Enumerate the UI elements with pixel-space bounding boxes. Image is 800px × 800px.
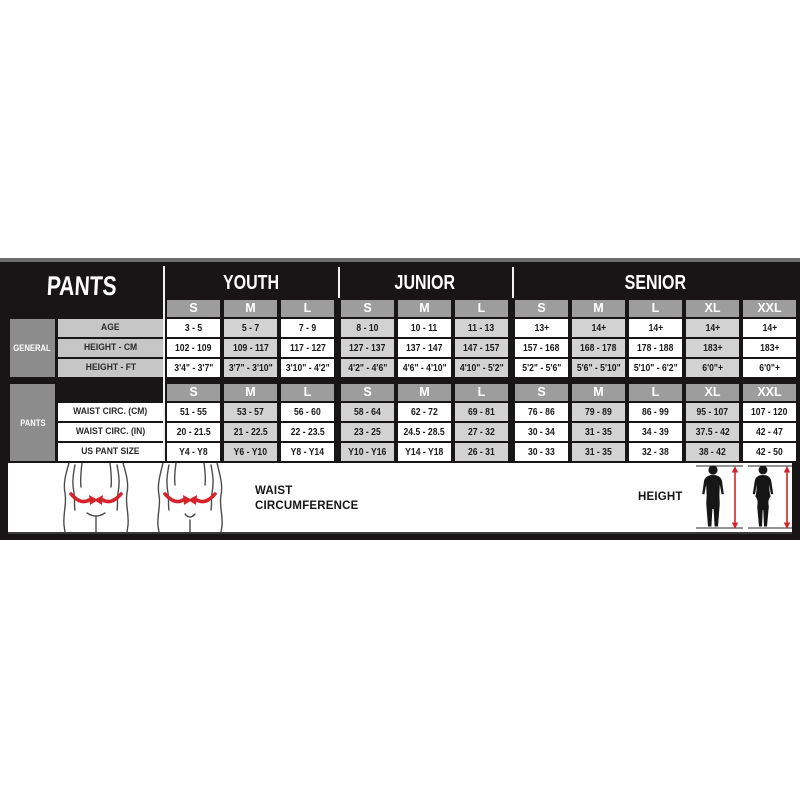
chart-title [0,273,163,300]
table-cell: 76 - 86 [515,403,568,421]
table-cell: 102 - 109 [167,339,220,357]
table-cell: 4'2" - 4'6" [341,359,394,377]
table-cell: 30 - 33 [515,443,568,461]
male-silhouette-icon [702,465,724,526]
table-cell: 107 - 120 [743,403,796,421]
table-cell: 30 - 34 [515,423,568,441]
table-cell: 51 - 55 [167,403,220,421]
size-header-s: S [515,300,568,317]
size-header-l: L [281,300,334,317]
table-cell: 13+ [515,319,568,337]
height-arrow-male-icon [732,466,738,529]
table-cell: 34 - 39 [629,423,682,441]
section-label-pants: PANTS [10,384,55,461]
table-cell: Y6 - Y10 [224,443,277,461]
waist-arrows-icon [71,494,215,505]
table-cell: Y8 - Y14 [281,443,334,461]
label-column-divider [163,266,165,461]
table-cell: Y10 - Y16 [341,443,394,461]
size-header-xxl: XXL [743,384,796,401]
table-cell: 3'10" - 4'2" [281,359,334,377]
table-cell: 37.5 - 42 [686,423,739,441]
table-cell: 6'0"+ [686,359,739,377]
youth-junior-divider [338,267,340,298]
size-header-m: M [224,300,277,317]
table-cell: 58 - 64 [341,403,394,421]
size-header-m: M [572,300,625,317]
group-header-junior: JUNIOR [394,272,455,294]
table-cell: 7 - 9 [281,319,334,337]
group-header-youth: YOUTH [222,272,279,294]
table-cell: 56 - 60 [281,403,334,421]
waist-measurement-figures-icon [8,463,258,532]
size-header-l: L [281,384,334,401]
table-cell: 11 - 13 [455,319,508,337]
size-header-xl: XL [686,384,739,401]
table-cell: 5'6" - 5'10" [572,359,625,377]
female-silhouette-icon [753,466,773,527]
table-cell: 42 - 50 [743,443,796,461]
table-cell: 109 - 117 [224,339,277,357]
section-label-general: GENERAL [10,319,55,377]
size-header-l: L [455,384,508,401]
row-label: US PANT SIZE [58,443,163,461]
table-cell: 5'10" - 6'2" [629,359,682,377]
table-cell: 117 - 127 [281,339,334,357]
table-cell: 183+ [743,339,796,357]
height-measurement-figures-icon [688,463,792,532]
size-header-s: S [167,300,220,317]
table-cell: 6'0"+ [743,359,796,377]
table-cell: 20 - 21.5 [167,423,220,441]
table-cell: 86 - 99 [629,403,682,421]
chart-title-text: PANTS [45,271,118,301]
size-header-m: M [224,384,277,401]
height-arrow-female-icon [784,466,790,529]
table-cell: 62 - 72 [398,403,451,421]
row-label: WAIST CIRC. (CM) [58,403,163,421]
table-cell: 4'10" - 5'2" [455,359,508,377]
size-header-xxl: XXL [743,300,796,317]
table-cell: 168 - 178 [572,339,625,357]
table-cell: 23 - 25 [341,423,394,441]
table-cell: 3'4" - 3'7" [167,359,220,377]
table-cell: 178 - 188 [629,339,682,357]
table-cell: 31 - 35 [572,443,625,461]
table-cell: 26 - 31 [455,443,508,461]
table-cell: 5'2" - 5'6" [515,359,568,377]
table-cell: Y4 - Y8 [167,443,220,461]
table-cell: 21 - 22.5 [224,423,277,441]
size-header-m: M [572,384,625,401]
size-header-s: S [167,384,220,401]
group-header-senior: SENIOR [624,272,687,294]
table-cell: 24.5 - 28.5 [398,423,451,441]
table-cell: 14+ [743,319,796,337]
table-cell: 95 - 107 [686,403,739,421]
table-cell: 10 - 11 [398,319,451,337]
row-label: HEIGHT - CM [58,339,163,357]
size-header-s: S [341,384,394,401]
table-cell: 14+ [686,319,739,337]
size-header-s: S [341,300,394,317]
table-cell: 14+ [629,319,682,337]
table-cell: 79 - 89 [572,403,625,421]
junior-senior-divider [512,267,514,298]
size-header-l: L [629,384,682,401]
table-cell: 38 - 42 [686,443,739,461]
table-cell: 147 - 157 [455,339,508,357]
table-cell: 157 - 168 [515,339,568,357]
table-cell: 5 - 7 [224,319,277,337]
table-cell: 127 - 137 [341,339,394,357]
size-header-s: S [515,384,568,401]
size-header-l: L [629,300,682,317]
table-cell: 3 - 5 [167,319,220,337]
pants-size-chart [0,258,800,540]
table-cell: 183+ [686,339,739,357]
table-cell: 31 - 35 [572,423,625,441]
size-header-m: M [398,300,451,317]
row-label: AGE [58,319,163,337]
table-cell: 69 - 81 [455,403,508,421]
table-cell: 53 - 57 [224,403,277,421]
row-label: HEIGHT - FT [58,359,163,377]
table-cell: 27 - 32 [455,423,508,441]
table-cell: 3'7" - 3'10" [224,359,277,377]
table-cell: Y14 - Y18 [398,443,451,461]
height-label: HEIGHT [638,491,683,503]
table-cell: 32 - 38 [629,443,682,461]
measurement-illustration-band [8,463,792,534]
table-cell: 8 - 10 [341,319,394,337]
table-cell: 42 - 47 [743,423,796,441]
table-cell: 137 - 147 [398,339,451,357]
waist-circumference-label: WAIST CIRCUMFERENCE [255,485,359,512]
table-cell: 14+ [572,319,625,337]
size-header-m: M [398,384,451,401]
size-header-xl: XL [686,300,739,317]
size-header-l: L [455,300,508,317]
table-cell: 22 - 23.5 [281,423,334,441]
row-label: WAIST CIRC. (IN) [58,423,163,441]
table-cell: 4'6" - 4'10" [398,359,451,377]
